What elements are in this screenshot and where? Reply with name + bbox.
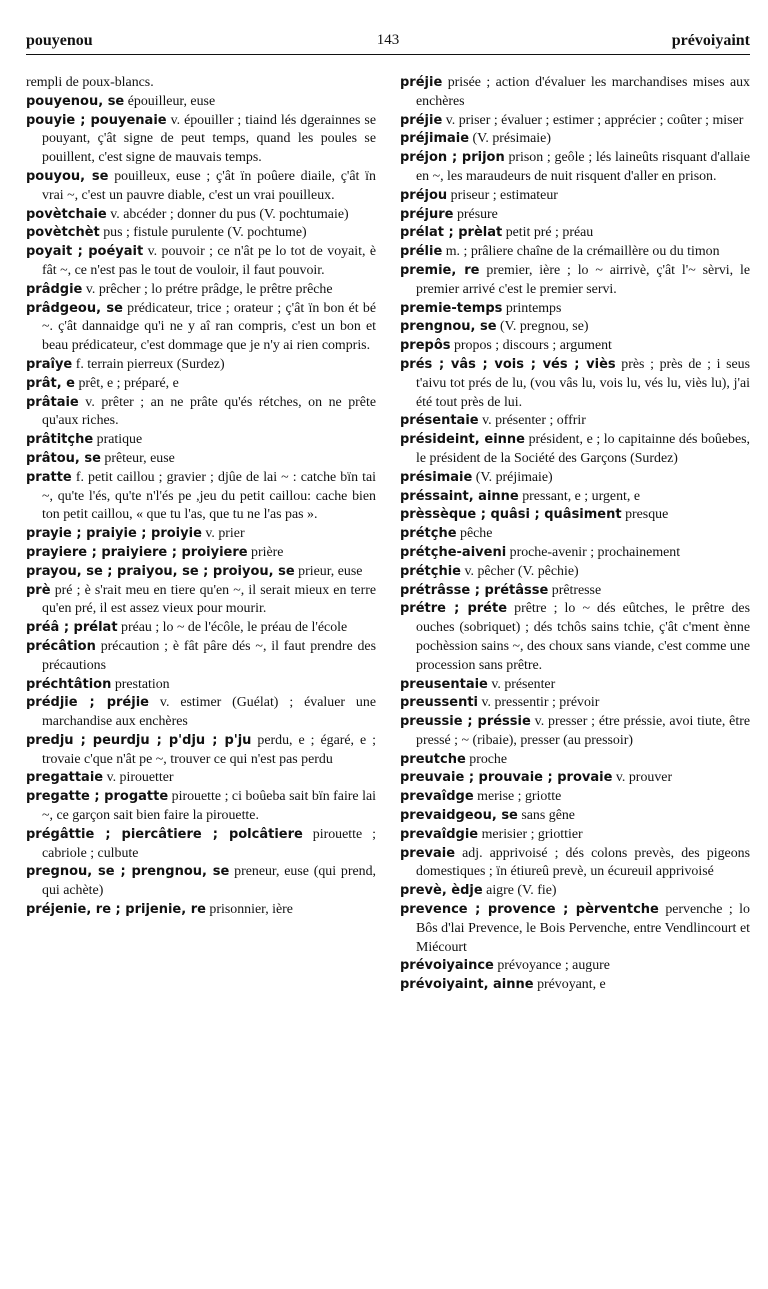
- entry-definition: prieur, euse: [294, 563, 363, 579]
- entry-definition: président, e ; lo capitainne dés boûebes, le président de la Société des Garçons (Surdez): [416, 432, 751, 466]
- entry-definition: prêt, e ; préparé, e: [75, 375, 179, 391]
- dictionary-entry: [400, 149, 750, 187]
- entry-headword: préjou: [400, 187, 448, 203]
- dictionary-entry: [26, 281, 376, 300]
- dictionary-entry: [26, 732, 376, 770]
- entry-definition: m. ; prâliere chaîne de la crémaillère ou du timon: [442, 244, 720, 260]
- left-column: [26, 74, 376, 920]
- entry-headword: pregatte ; progatte: [26, 789, 169, 805]
- entry-headword: predju ; peurdju ; p'dju ; p'ju: [26, 732, 252, 748]
- entry-headword: prayie ; praiyie ; proiyie: [26, 526, 202, 542]
- entry-definition: v. abcéder ; donner du pus (V. pochtumaie): [106, 206, 349, 222]
- entry-definition: merise ; griotte: [473, 789, 562, 805]
- entry-definition: prison ; geôle ; lés laineûts risquant d'allaie en ~, les maraudeurs de nuit risquent d'aller en prison.: [416, 150, 750, 184]
- entry-definition: pré ; è s'rait meu en tiere qu'en ~, il serait mieux en terre qu'en pré, il est assez vieux pour mourir.: [42, 582, 376, 617]
- entry-definition: v. prêcher ; lo prétre prâdge, le prêtre prêche: [82, 281, 333, 297]
- dictionary-entry: [400, 488, 750, 507]
- entry-definition: petit pré ; préau: [502, 225, 594, 241]
- entry-headword: pregnou, se ; prengnou, se: [26, 864, 230, 880]
- entry-definition: (V. pregnou, se): [496, 319, 589, 335]
- entry-definition: proche-avenir ; prochainement: [506, 544, 681, 560]
- entry-definition: pirouette ; ci boûeba sait bïn faire lai ~, ce garçon sait bien faire la pirouette.: [42, 789, 376, 824]
- entry-headword: prétçhie: [400, 563, 461, 579]
- entry-headword: préjimaie: [400, 131, 470, 147]
- dictionary-entry: [400, 807, 750, 826]
- entry-definition: prévoyant, e: [533, 977, 606, 993]
- dictionary-entry: [26, 788, 376, 826]
- dictionary-entry: [26, 112, 376, 168]
- entry-headword: préjenie, re ; prijenie, re: [26, 902, 206, 918]
- dictionary-entry: [400, 469, 750, 488]
- entry-headword: povètchèt: [26, 225, 100, 241]
- entry-definition: présure: [453, 206, 498, 222]
- entry-definition: (V. préjimaie): [472, 469, 553, 485]
- entry-definition: v. pêcher (V. pêchie): [460, 563, 579, 579]
- entry-headword: prâtou, se: [26, 450, 101, 466]
- entry-headword: prâdgeou, se: [26, 300, 123, 316]
- entry-headword: preussenti: [400, 695, 479, 711]
- entry-definition: f. petit caillou ; gravier ; djûe de lai ~ : catche bïn tai ~, qu'te l'és, qu'te n'l'és pe ,jeu du petit caillou: cache bien ton petit caillou, « que tu l'as, que tu ne l'as pas ».: [42, 469, 376, 523]
- entry-headword: prédjie ; préjie: [26, 695, 149, 711]
- dictionary-entry: [26, 638, 376, 676]
- dictionary-entry: [26, 394, 376, 432]
- entry-definition: pirouette ; cabriole ; culbute: [42, 826, 376, 861]
- entry-headword: pouyie ; pouyenaie: [26, 112, 167, 128]
- entry-headword: povètchaie: [26, 206, 107, 222]
- entry-definition: perdu, e ; égaré, e ; trovaie c'que n'ât pe ~, trouver ce qui n'est pas perdu: [42, 732, 376, 767]
- dictionary-entry: [400, 845, 750, 883]
- dictionary-page: [26, 0, 750, 1289]
- entry-headword: pratte: [26, 469, 72, 485]
- dictionary-entry: [400, 300, 750, 319]
- entry-definition: v. estimer (Guélat) ; évaluer une marchandise aux enchères: [42, 695, 376, 730]
- entry-headword: prâdgie: [26, 281, 83, 297]
- dictionary-entry: [26, 694, 376, 732]
- dictionary-entry: [400, 600, 750, 675]
- entry-headword: pouyenou, se: [26, 93, 125, 109]
- entry-definition: merisier ; griottier: [478, 826, 583, 842]
- entry-headword: prèssèque ; quâsi ; quâsiment: [400, 507, 622, 523]
- entry-headword: présentaie: [400, 413, 479, 429]
- dictionary-entry: [400, 112, 750, 131]
- entry-headword: préâ ; prélat: [26, 620, 118, 636]
- entry-headword: prévoiyaince: [400, 958, 494, 974]
- entry-headword: prepôs: [400, 338, 451, 354]
- entry-definition: prédicateur, trice ; orateur ; ç'ât ïn bon ét bé ~. ç'ât dannaidge qu'i ne y aî ran compris, c'est un bon et beau prédicateur, c'est dommage que je n'y ai rien compris.: [42, 300, 376, 354]
- entry-definition: propos ; discours ; argument: [450, 338, 612, 354]
- entry-definition: (V. présimaie): [469, 131, 551, 147]
- dictionary-entry: [400, 957, 750, 976]
- entry-definition: v. présenter ; offrir: [478, 413, 586, 429]
- entry-headword: poyait ; poéyait: [26, 244, 144, 260]
- dictionary-entry: [400, 751, 750, 770]
- dictionary-entry: [400, 563, 750, 582]
- entry-definition: v. presser ; étre préssie, avoi tiute, être pressé ; ~ (ribaie), presser (au pressoir): [416, 714, 750, 748]
- entry-headword: précâtion: [26, 638, 96, 654]
- entry-headword: prés ; vâs ; vois ; vés ; viès: [400, 356, 616, 372]
- entry-definition: sans gêne: [517, 808, 575, 824]
- dictionary-entry: [400, 525, 750, 544]
- entry-headword: prétrâsse ; prétâsse: [400, 582, 549, 598]
- entry-headword: preusentaie: [400, 676, 488, 692]
- dictionary-entry: [26, 300, 376, 356]
- dictionary-entry: [400, 544, 750, 563]
- entry-definition: préau ; lo ~ de l'écôle, le préau de l'école: [117, 620, 348, 636]
- page-header: [26, 32, 750, 55]
- entry-definition: v. pressentir ; prévoir: [478, 695, 600, 711]
- entry-definition: v. pirouetter: [103, 770, 174, 786]
- entry-headword: premie, re: [400, 262, 480, 278]
- dictionary-entry: [26, 676, 376, 695]
- entry-headword: préjie: [400, 112, 443, 128]
- entry-definition: pouilleux, euse ; ç'ât ïn poûere diaile, ç'ât ïn vrai ~, c'est un pauvre diable, c'est un vrai pouilleux.: [42, 168, 376, 203]
- entry-headword: préchtâtion: [26, 676, 112, 692]
- dictionary-entry: [26, 582, 376, 620]
- entry-definition: pressant, e ; urgent, e: [518, 488, 640, 504]
- entry-definition: prêtresse: [548, 582, 602, 598]
- dictionary-entry: [26, 863, 376, 901]
- entry-headword: prevè, èdje: [400, 883, 483, 899]
- entry-headword: prétçhe: [400, 526, 457, 542]
- entry-headword: prayou, se ; praiyou, se ; proiyou, se: [26, 563, 295, 579]
- entry-definition: prisonnier, ière: [205, 902, 293, 918]
- entry-headword: prâtitçhe: [26, 432, 94, 448]
- header-left-guideword: pouyenou: [26, 32, 93, 49]
- entry-definition: v. prouver: [612, 770, 673, 786]
- dictionary-entry: [26, 243, 376, 281]
- dictionary-entry: [26, 619, 376, 638]
- dictionary-entry: [400, 431, 750, 469]
- entry-headword: preutche: [400, 751, 466, 767]
- entry-headword: prétçhe-aiveni: [400, 544, 507, 560]
- entry-definition: f. terrain pierreux (Surdez): [72, 356, 225, 372]
- entry-definition: printemps: [502, 300, 562, 316]
- dictionary-entry: [400, 262, 750, 300]
- dictionary-entry: [26, 450, 376, 469]
- entry-headword: prevaidgeou, se: [400, 808, 518, 824]
- entry-definition: pêche: [456, 526, 493, 542]
- dictionary-entry: [400, 130, 750, 149]
- dictionary-entry: [400, 74, 750, 112]
- dictionary-entry: [400, 788, 750, 807]
- dictionary-entry: [400, 582, 750, 601]
- dictionary-entry: [26, 826, 376, 864]
- entry-headword: prayiere ; praiyiere ; proiyiere: [26, 544, 248, 560]
- entry-definition: prêteur, euse: [100, 450, 175, 466]
- entry-headword: présimaie: [400, 469, 473, 485]
- dictionary-entry: [26, 74, 376, 93]
- entry-headword: prégâttie ; piercâtiere ; polcâtiere: [26, 826, 303, 842]
- dictionary-entry: [400, 243, 750, 262]
- entry-headword: preussie ; préssie: [400, 714, 531, 730]
- entry-headword: préjie: [400, 75, 443, 90]
- entry-definition: épouilleur, euse: [124, 93, 216, 109]
- entry-headword: prât, e: [26, 375, 75, 391]
- dictionary-entry: [400, 882, 750, 901]
- dictionary-entry: [400, 976, 750, 995]
- entry-headword: prevaîdgie: [400, 826, 479, 842]
- entry-headword: prè: [26, 582, 51, 598]
- dictionary-entry: [26, 563, 376, 582]
- dictionary-entry: [400, 318, 750, 337]
- entry-definition: prestation: [111, 676, 170, 692]
- entry-headword: prâtaie: [26, 394, 79, 410]
- dictionary-entry: [400, 769, 750, 788]
- entry-headword: présideint, einne: [400, 432, 525, 448]
- entry-definition: prière: [247, 544, 284, 560]
- dictionary-entry: [400, 826, 750, 845]
- entry-headword: prétre ; préte: [400, 601, 508, 617]
- entry-definition: v. prier: [201, 526, 245, 542]
- dictionary-entry: [400, 206, 750, 225]
- dictionary-entry: [26, 525, 376, 544]
- dictionary-entry: [26, 206, 376, 225]
- dictionary-entry: [400, 506, 750, 525]
- entry-definition: prévoyance ; augure: [493, 958, 610, 974]
- entry-headword: prengnou, se: [400, 319, 497, 335]
- dictionary-entry: [26, 93, 376, 112]
- entry-headword: prélat ; prèlat: [400, 225, 503, 241]
- dictionary-entry: [26, 168, 376, 206]
- dictionary-entry: [26, 356, 376, 375]
- entry-headword: préjure: [400, 206, 454, 222]
- dictionary-entry: [400, 337, 750, 356]
- entry-headword: premie-temps: [400, 300, 503, 316]
- entry-headword: prévoiyaint, ainne: [400, 977, 534, 993]
- dictionary-entry: [400, 676, 750, 695]
- dictionary-entry: [400, 694, 750, 713]
- entry-headword: prevence ; provence ; pèrventche: [400, 902, 659, 918]
- entry-definition: presque: [621, 507, 669, 523]
- dictionary-entry: [26, 224, 376, 243]
- entry-definition: v. présenter: [487, 676, 556, 692]
- dictionary-entry: [26, 769, 376, 788]
- dictionary-entry: [26, 544, 376, 563]
- right-column: [400, 74, 750, 995]
- entry-headword: pouyou, se: [26, 168, 109, 184]
- entry-definition: pus ; fistule purulente (V. pochtume): [99, 225, 307, 241]
- entry-definition: adj. apprivoisé ; dés colons prevès, des pigeons domestiques ; ïn étiureû prevè, un écureuil apprivoisé: [416, 845, 750, 880]
- entry-definition: pratique: [93, 432, 143, 448]
- dictionary-entry: [400, 224, 750, 243]
- page-number: 143: [376, 32, 400, 48]
- entry-definition: premier, ière ; lo ~ airrivè, ç'ât l'~ sèrvi, le premier arrivé c'est le premier servi.: [416, 262, 751, 297]
- entry-definition: priseur ; estimateur: [447, 187, 558, 203]
- entry-definition: près ; près de ; i seus t'aivu tot prés de lu, (vou vâs lu, vois lu, vés lu, viès lu), j'ai été tout près de lui.: [416, 356, 751, 410]
- entry-definition: v. prêter ; an ne prâte qu'és rétches, on ne prête qu'aux riches.: [42, 394, 376, 429]
- dictionary-entry: [26, 469, 376, 525]
- dictionary-entry: [400, 356, 750, 412]
- dictionary-entry: [26, 375, 376, 394]
- entry-definition: preneur, euse (qui prend, qui achète): [42, 864, 376, 899]
- entry-headword: préjon ; prijon: [400, 150, 505, 166]
- entry-definition: rempli de poux-blancs.: [26, 75, 154, 90]
- entry-definition: v. pouvoir ; ce n'ât pe lo tot de voyait, è fât ~, ce n'est pas le tout de vouloir, il faut pouvoir.: [42, 244, 376, 278]
- entry-headword: prélie: [400, 244, 443, 260]
- dictionary-entry: [400, 412, 750, 431]
- entry-headword: pregattaie: [26, 770, 104, 786]
- entry-headword: praîye: [26, 356, 73, 372]
- header-right-guideword: prévoiyaint: [671, 32, 750, 49]
- entry-definition: v. épouiller ; tiaind lés dgerainnes se pouyant, ç'ât signe de peut temps, quand les poules se pouillent, c'est signe de mauvais temps.: [42, 112, 376, 166]
- dictionary-entry: [26, 901, 376, 920]
- entry-definition: pervenche ; lo Bôs d'lai Prevence, le Bois Pervenche, entre Vendlincourt et Miécourt: [416, 902, 750, 955]
- entry-definition: prêtre ; lo ~ dés eûtches, le prêtre des ouches (sobriquet) ; dés tchôs sains tchie, ç'ât c'ment ènne pochèssion sains ~, des choux sans viande, c'est comme une procession sans prêtre.: [416, 601, 750, 673]
- entry-headword: prevaîdge: [400, 789, 474, 805]
- entry-headword: prevaie: [400, 845, 456, 861]
- entry-definition: aigre (V. fie): [482, 883, 557, 899]
- entry-definition: prisée ; action d'évaluer les marchandises mises aux enchères: [416, 75, 750, 109]
- entry-definition: précaution ; è fât pâre dés ~, il faut prendre des précautions: [42, 638, 376, 673]
- dictionary-entry: [26, 431, 376, 450]
- entry-headword: préssaint, ainne: [400, 488, 519, 504]
- entry-definition: proche: [465, 751, 508, 767]
- dictionary-entry: [400, 187, 750, 206]
- entry-definition: v. priser ; évaluer ; estimer ; apprécier ; coûter ; miser: [442, 112, 744, 128]
- entry-headword: preuvaie ; prouvaie ; provaie: [400, 770, 613, 786]
- dictionary-entry: [400, 713, 750, 751]
- dictionary-entry: [400, 901, 750, 957]
